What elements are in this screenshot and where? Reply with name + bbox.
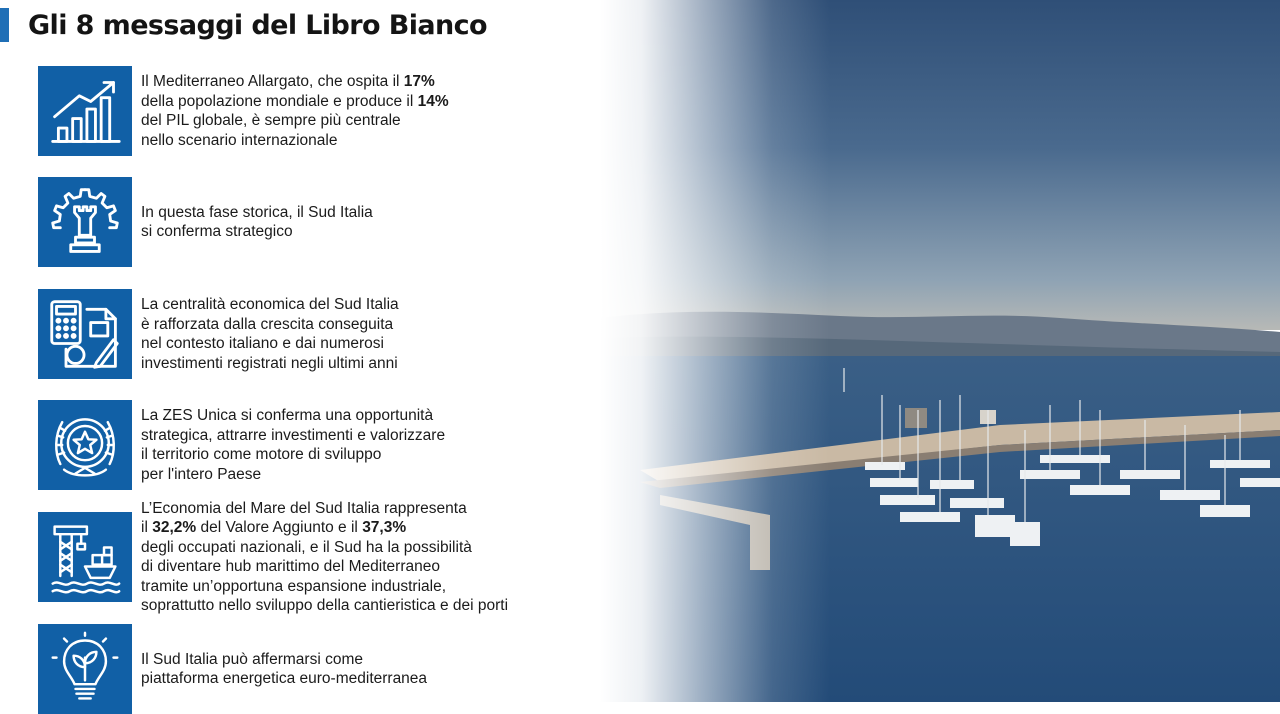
lightbulb-plant-icon — [38, 624, 132, 714]
message-line — [141, 669, 611, 689]
text-run: il — [141, 519, 153, 536]
message-6-text — [141, 624, 611, 714]
message-line — [141, 596, 611, 616]
text-run: del Valore Aggiunto e il — [196, 519, 363, 536]
text-run: nello scenario internazionale — [141, 131, 338, 149]
text-run: si conferma strategico — [141, 223, 293, 240]
text-run: In questa fase storica, il Sud Italia — [141, 203, 373, 221]
message-line — [141, 131, 611, 151]
message-line — [141, 334, 611, 354]
text-run: Il Sud Italia può affermarsi come — [141, 650, 363, 668]
highlight-figure: 17% — [403, 73, 435, 90]
message-line — [141, 650, 611, 670]
italian-emblem-icon — [38, 400, 132, 490]
harbor-photo — [600, 0, 1280, 702]
title-accent-bar — [0, 8, 9, 42]
page-title: Gli 8 messaggi del Libro Bianco — [28, 10, 487, 41]
growth-chart-icon — [38, 66, 132, 156]
message-line — [141, 354, 611, 374]
message-line — [141, 72, 611, 92]
message-line — [141, 295, 611, 315]
text-run: L’Economia del Mare del Sud Italia rappresenta — [141, 499, 467, 517]
message-line — [141, 557, 611, 577]
message-4 — [38, 400, 608, 490]
message-2-text — [141, 177, 611, 267]
port-crane-ship-icon — [38, 512, 132, 602]
text-run: del PIL globale, è sempre più centrale — [141, 112, 401, 129]
message-line — [141, 577, 611, 597]
text-run: è rafforzata dalla crescita conseguita — [141, 315, 394, 333]
gear-chess-rook-icon — [38, 177, 132, 267]
text-run: di diventare hub marittimo del Mediterraneo — [141, 558, 440, 575]
highlight-figure: 32,2% — [152, 519, 197, 536]
message-4-text — [141, 400, 611, 490]
message-1-text — [141, 66, 611, 156]
text-run: piattaforma energetica euro-mediterranea — [141, 670, 428, 687]
text-run: La centralità economica del Sud Italia — [141, 296, 399, 313]
message-1 — [38, 66, 608, 156]
message-2 — [38, 177, 608, 267]
message-5-text — [141, 499, 611, 614]
text-run: il territorio come motore di sviluppo — [141, 446, 382, 463]
text-run: strategica, attrarre investimenti e valorizzare — [141, 426, 446, 444]
text-run: Il Mediterraneo Allargato, che ospita il — [141, 73, 404, 90]
message-line — [141, 499, 611, 519]
message-line — [141, 203, 611, 223]
text-run: degli occupati nazionali, e il Sud ha la possibilità — [141, 538, 472, 556]
text-run: La ZES Unica si conferma una opportunità — [141, 407, 434, 424]
calculator-document-icon — [38, 289, 132, 379]
text-run: per l'intero Paese — [141, 465, 262, 483]
message-3-text — [141, 289, 611, 379]
message-line — [141, 92, 611, 112]
text-run: nel contesto italiano e dai numerosi — [141, 335, 384, 352]
message-line — [141, 426, 611, 446]
message-line — [141, 538, 611, 558]
message-line — [141, 518, 611, 538]
highlight-figure: 37,3% — [362, 519, 407, 536]
message-line — [141, 465, 611, 485]
text-run: soprattutto nello sviluppo della cantieristica e dei porti — [141, 597, 509, 614]
message-line — [141, 315, 611, 335]
text-run: investimenti registrati negli ultimi anni — [141, 354, 398, 372]
message-line — [141, 111, 611, 131]
message-line — [141, 406, 611, 426]
text-run: della popolazione mondiale e produce il — [141, 92, 418, 110]
highlight-figure: 14% — [417, 92, 449, 110]
text-run: tramite un’opportuna espansione industriale, — [141, 577, 447, 595]
message-6 — [38, 624, 608, 714]
message-line — [141, 222, 611, 242]
message-3 — [38, 289, 608, 379]
message-5 — [38, 499, 608, 614]
message-line — [141, 445, 611, 465]
